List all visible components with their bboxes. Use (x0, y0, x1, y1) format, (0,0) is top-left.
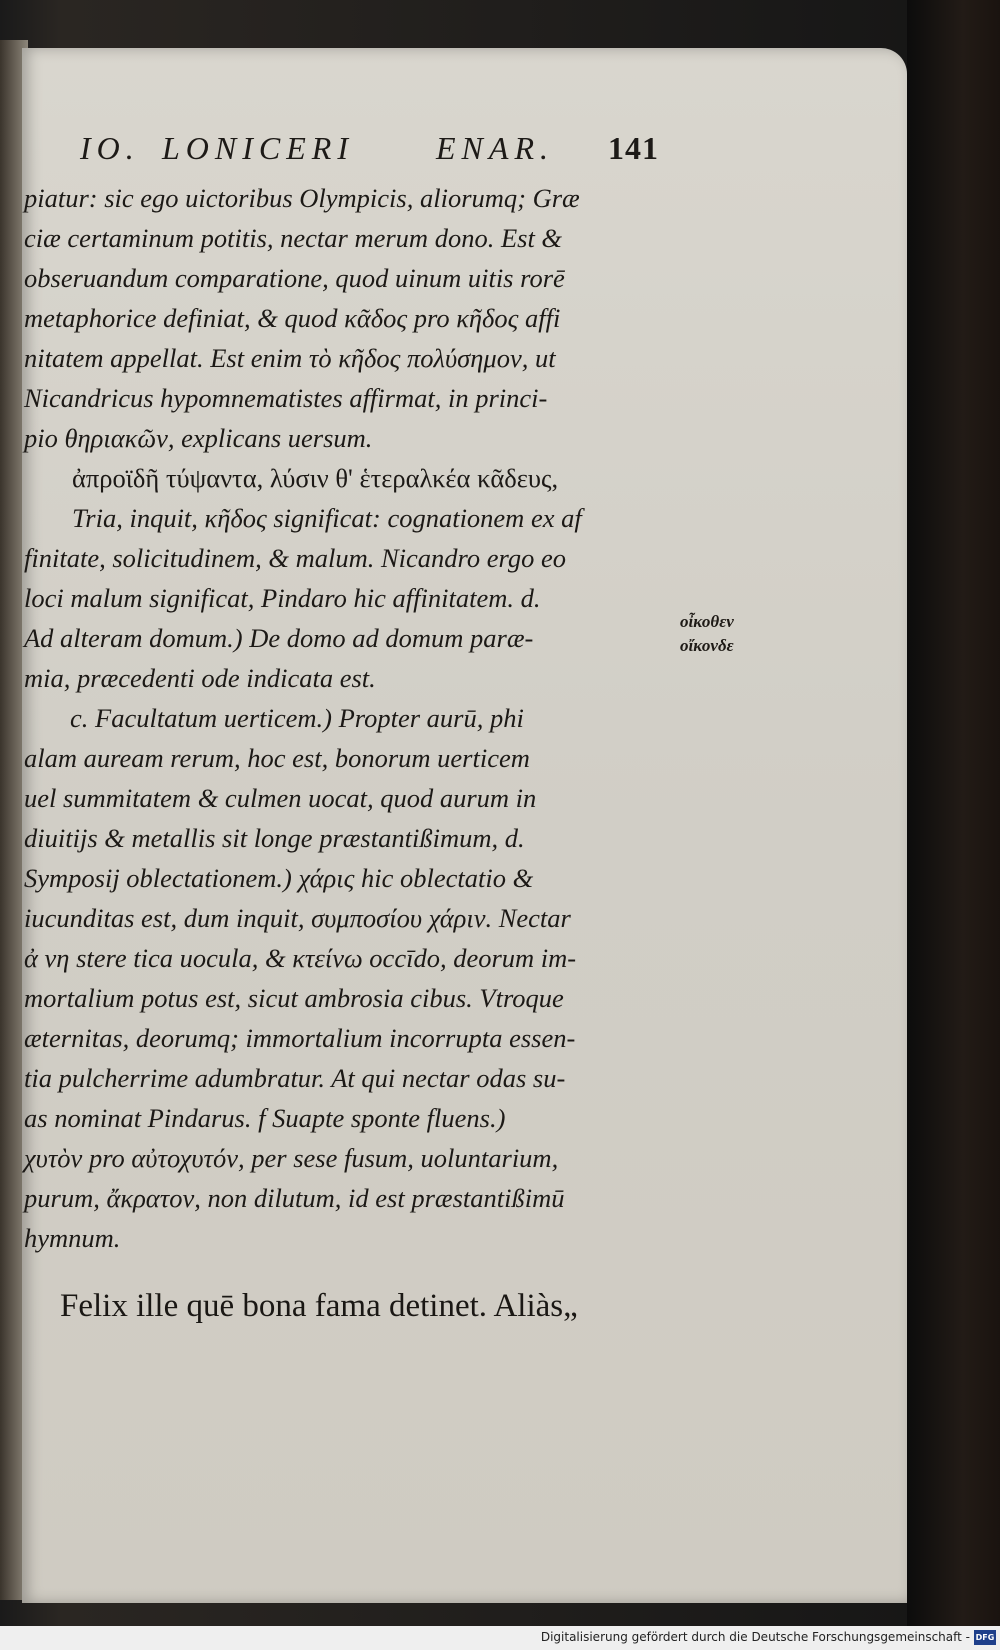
text-line: mortalium potus est, sicut ambrosia cibus. Vtroque (24, 983, 564, 1013)
text-line: Ad alteram domum.) De domo ad domum paræ- (24, 623, 534, 653)
text-line: Tria, inquit, κῆδος significat: cognationem ex af (72, 503, 582, 533)
header-right: ENAR. (436, 130, 554, 166)
text-line: c. Facultatum uerticem.) Propter aurū, phi (70, 703, 524, 733)
scan-right-margin (907, 0, 1000, 1650)
text-line: tia pulcherrime adumbratur. At qui nectar odas su- (24, 1063, 566, 1093)
header-left: IO. (80, 130, 140, 166)
digitization-footer (0, 1626, 1000, 1650)
text-line: metaphorice definiat, & quod κᾶδος pro κῆδος affi (24, 303, 561, 333)
margin-note (680, 610, 780, 658)
text-line: as nominat Pindarus. f Suapte sponte fluens.) (24, 1103, 506, 1133)
text-line: hymnum. (24, 1223, 121, 1253)
header-middle: LONICERI (162, 130, 354, 166)
proverb-line: Felix ille quē bona fama detinet. Aliàs„ (60, 1288, 578, 1324)
margin-note-line: οἶκοθεν (680, 612, 734, 631)
text-line: diuitijs & metallis sit longe præstantißimum, d. (24, 823, 525, 853)
text-line: purum, ἄκρατον, non dilutum, id est præstantißimū (24, 1183, 565, 1213)
text-line: alam auream rerum, hoc est, bonorum uerticem (24, 743, 530, 773)
text-line: χυτὸν pro αὐτοχυτόν, per sese fusum, uoluntarium, (24, 1143, 559, 1173)
text-line: piatur: sic ego uictoribus Olympicis, aliorumq; Græ (24, 183, 580, 213)
text-line: ἀ νη stere tica uocula, & κτείνω occīdo, deorum im- (24, 943, 577, 973)
text-line: nitatem appellat. Est enim τὸ κῆδος πολύσημον, ut (24, 343, 556, 373)
margin-note-line: οἴκονδε (680, 636, 734, 655)
text-line: finitate, solicitudinem, & malum. Nicandro ergo eo (24, 543, 566, 573)
commentary-text (24, 178, 684, 1258)
greek-verse-line: ἀπροϊδῆ τύψαντα, λύσιν θ' ἑτεραλκέα κᾶδευς, (72, 463, 559, 493)
folio-number: 141 (608, 130, 659, 166)
text-line: iucunditas est, dum inquit, συμποσίου χάριν. Nectar (24, 903, 571, 933)
footer-credit: Digitalisierung gefördert durch die Deutsche Forschungsgemeinschaft - (540, 1630, 970, 1644)
text-line: ciæ certaminum potitis, nectar merum dono. Est & (24, 223, 563, 253)
text-line: Nicandricus hypomnematistes affirmat, in princi- (24, 383, 548, 413)
text-line: uel summitatem & culmen uocat, quod aurum in (24, 783, 537, 813)
text-line: pio θηριακῶν, explicans uersum. (24, 423, 373, 453)
text-line: obseruandum comparatione, quod uinum uitis rorē (24, 263, 565, 293)
dfg-logo: DFG (974, 1630, 996, 1645)
running-header (80, 130, 700, 176)
text-line: æternitas, deorumq; immortalium incorrupta essen- (24, 1023, 576, 1053)
text-line: Symposij oblectationem.) χάρις hic oblectatio & (24, 863, 534, 893)
text-line: mia, præcedenti ode indicata est. (24, 663, 376, 693)
text-line: loci malum significat, Pindaro hic affinitatem. d. (24, 583, 541, 613)
